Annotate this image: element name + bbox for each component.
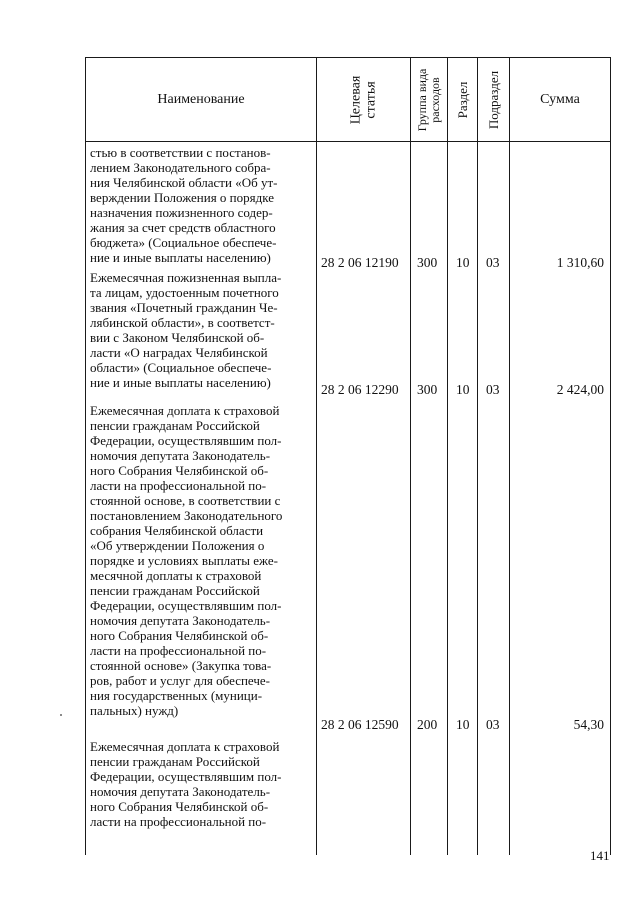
- row-2-target: 28 2 06 12290: [321, 382, 399, 397]
- row-3-subsection: 03: [486, 717, 500, 732]
- scan-speck: [60, 714, 62, 716]
- row-3-target: 28 2 06 12590: [321, 717, 399, 732]
- header-group: [411, 58, 447, 141]
- row-3-group: 200: [417, 717, 438, 732]
- page-number: 141: [590, 848, 610, 863]
- col-border-section: [477, 57, 478, 855]
- header-name-text: Наименование: [157, 91, 245, 107]
- header-name: [86, 58, 316, 141]
- header-section: [448, 58, 477, 141]
- col-border-name: [316, 57, 317, 855]
- row-1-name: стью в соответствии с постанов- лением Законодательного собра- ния Челябинской области «Об ут- верждении Положения о порядке назначения пожизненного содер- жания за счет средств областного бюджета» (Социальное обеспече- ние и иные выплаты населению): [90, 145, 278, 265]
- col-border-group: [447, 57, 448, 855]
- row-1-group: 300: [417, 255, 438, 270]
- header-sum: [510, 58, 610, 141]
- row-3-section: 10: [456, 717, 470, 732]
- header-group-line1: Группа вида: [414, 68, 429, 131]
- row-1-subsection: 03: [486, 255, 500, 270]
- row-2-section: 10: [456, 382, 470, 397]
- row-4-name: Ежемесячная доплата к страховой пенсии гражданам Российской Федерации, осуществлявшим пол- номочия депутата Законодатель- ного Собрания Челябинской об- ласти на профессиональной по-: [90, 739, 282, 829]
- col-border-target: [410, 57, 411, 855]
- header-target-line1: Целевая: [348, 75, 364, 124]
- header-sum-text: Сумма: [540, 91, 580, 107]
- row-3-sum: 54,30: [573, 717, 604, 732]
- col-border-left: [85, 57, 86, 855]
- row-2-sum: 2 424,00: [556, 382, 604, 397]
- row-2-group: 300: [417, 382, 438, 397]
- row-2-subsection: 03: [486, 382, 500, 397]
- header-group-line2: расходов: [428, 76, 442, 123]
- header-target-line2: статья: [363, 80, 379, 119]
- header-section-text: Раздел: [454, 81, 470, 118]
- col-border-right: [610, 57, 611, 855]
- row-1-sum: 1 310,60: [556, 255, 604, 270]
- row-2-name: Ежемесячная пожизненная выпла- та лицам, удостоенным почетного звания «Почетный гражданин Че- лябинской области», в соответст- вии с Законом Челябинской об- ласти «О наградах Челябинской области» (Социальное обеспече- ние и иные выплаты населению): [90, 270, 282, 390]
- row-1-section: 10: [456, 255, 470, 270]
- row-1-target: 28 2 06 12190: [321, 255, 399, 270]
- header-subsection-text: Подраздел: [485, 70, 501, 129]
- header-target: [317, 58, 410, 141]
- header-bottom-border: [85, 141, 611, 142]
- header-subsection: [478, 58, 509, 141]
- row-3-name: Ежемесячная доплата к страховой пенсии гражданам Российской Федерации, осуществлявшим пол- номочия депутата Законодатель- ного Собрания Челябинской об- ласти на профессиональной по- стоянной основе, в соответствии с постановлением Законодательного собрания Челябинской области «Об утверждении Положения о порядке и условиях выплаты еже- месячной доплаты к страховой пенсии гражданам Российской Федерации, осуществлявшим пол- номочия депутата Законодатель- ного Собрания Челябинской об- ласти на профессиональной по- стоянной основе» (Закупка това- ров, работ и услуг для обеспече- ния государственных (муници- пальных) нужд): [90, 403, 283, 718]
- col-border-subsection: [509, 57, 510, 855]
